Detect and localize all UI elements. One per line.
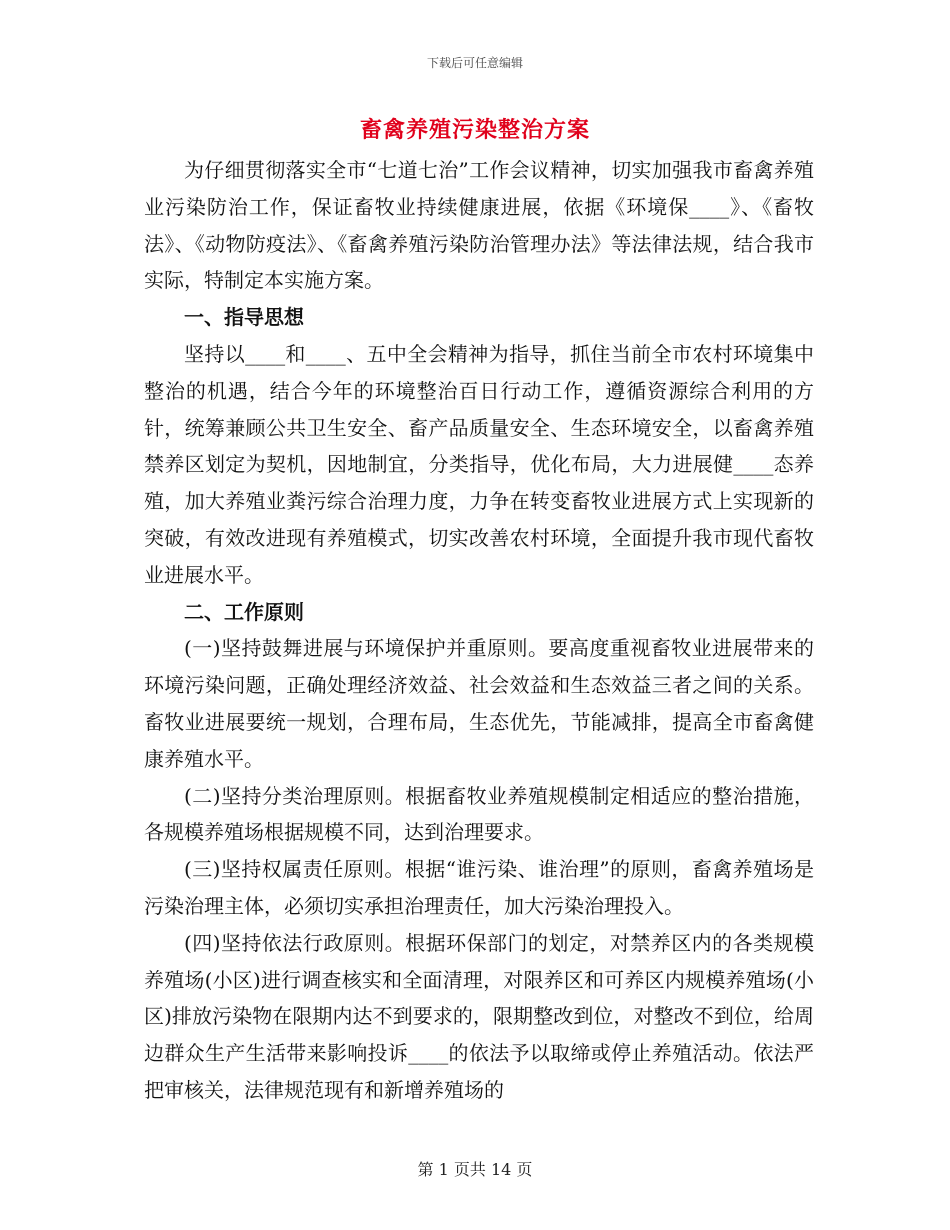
page-number-footer: 第 1 页共 14 页 — [417, 1160, 533, 1179]
header-note: 下载后可任意编辑 — [426, 56, 523, 70]
principle-paragraph-3: (三)坚持权属责任原则。根据“谁污染、谁治理”的原则，畜禽养殖场是污染治理主体，必须切实承担治理责任，加大污染治理投入。 — [144, 857, 814, 918]
section-heading-work-principles: 二、工作原则 — [184, 599, 304, 624]
document-body — [144, 152, 814, 1109]
guiding-thought-paragraph: 坚持以____和____、五中全会精神为指导，抓住当前全市农村环境集中整治的机遇，结合今年的环境整治百日行动工作，遵循资源综合利用的方针，统筹兼顾公共卫生安全、畜产品质量安全、生态环境安全，以畜禽养殖禁养区划定为契机，因地制宜，分类指导，优化布局，大力进展健____态养殖，加大养殖业粪污综合治理力度，力争在转变畜牧业进展方式上实现新的突破，有效改进现有养殖模式，切实改善农村环境，全面提升我市现代畜牧业进展水平。 — [144, 341, 814, 587]
document-title: 畜禽养殖污染整治方案 — [359, 117, 590, 143]
principle-paragraph-2: (二)坚持分类治理原则。根据畜牧业养殖规模制定相适应的整治措施，各规模养殖场根据规模不同，达到治理要求。 — [144, 783, 814, 845]
principle-paragraph-4: (四)坚持依法行政原则。根据环保部门的划定，对禁养区内的各类规模养殖场(小区)进行调查核实和全面清理，对限养区和可养区内规模养殖场(小区)排放污染物在限期内达不到要求的，限期整改到位，对整改不到位，给周边群众生产生活带来影响投诉____的依法予以取缔或停止养殖活动。依法严把审核关，法律规范现有和新增养殖场的 — [144, 930, 814, 1102]
principle-paragraph-1: (一)坚持鼓舞进展与环境保护并重原则。要高度重视畜牧业进展带来的环境污染问题，正确处理经济效益、社会效益和生态效益三者之间的关系。畜牧业进展要统一规划，合理布局，生态优先，节能减排，提高全市畜禽健康养殖水平。 — [144, 636, 814, 771]
intro-paragraph: 为仔细贯彻落实全市“七道七治”工作会议精神，切实加强我市畜禽养殖业污染防治工作，保证畜牧业持续健康进展，依据《环境保____》、《畜牧法》、《动物防疫法》、《畜禽养殖污染防治管理办法》等法律法规，结合我市实际，特制定本实施方案。 — [144, 158, 814, 293]
section-heading-guiding-thought: 一、指导思想 — [184, 305, 304, 330]
